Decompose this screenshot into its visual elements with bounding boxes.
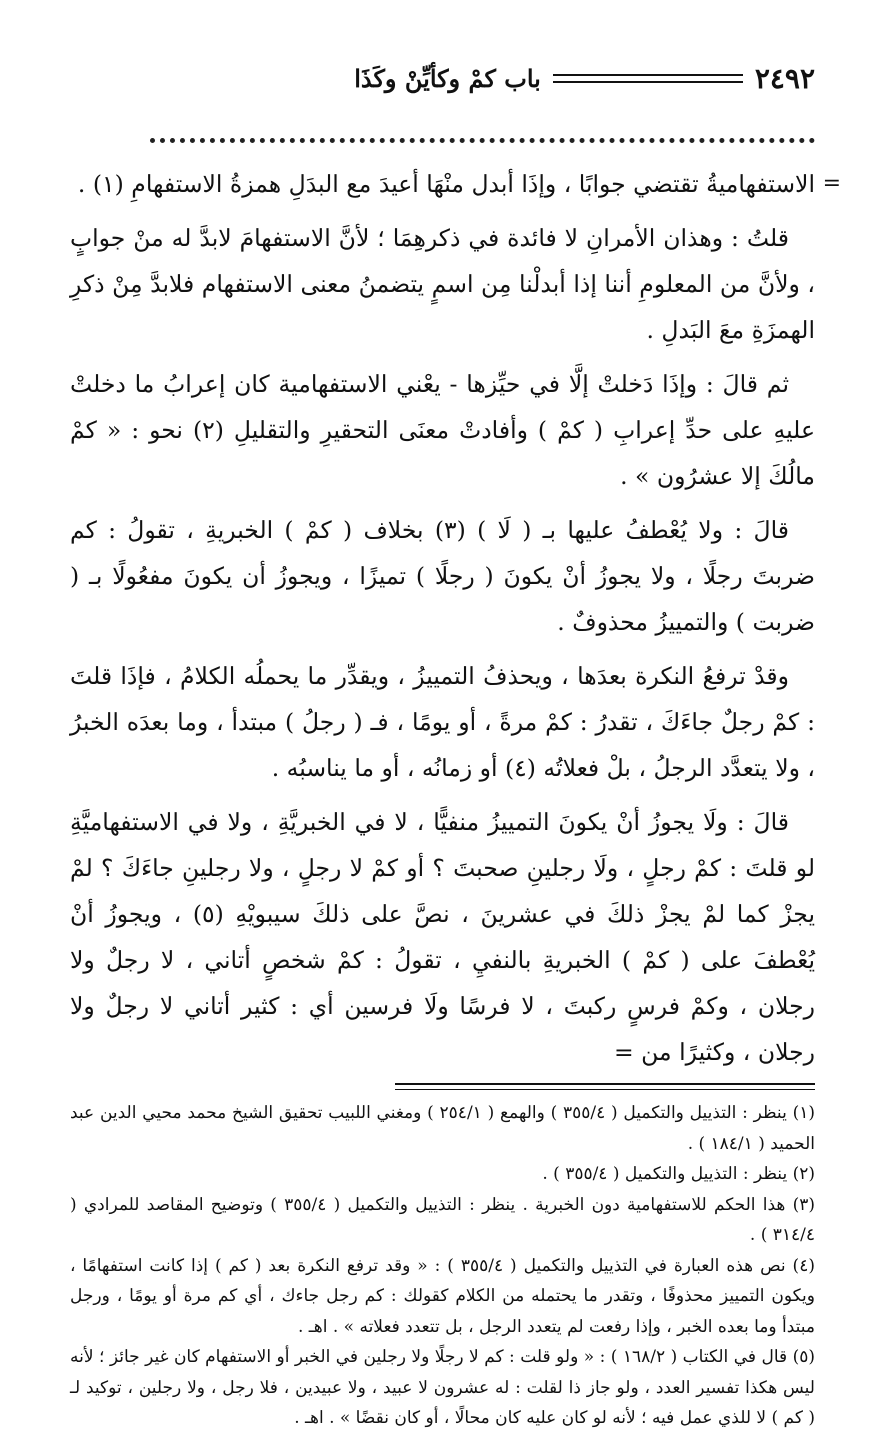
book-page — [70, 58, 841, 1434]
continuation-mark: = — [822, 171, 841, 196]
footnote-rule — [395, 1083, 815, 1090]
main-text — [70, 161, 841, 1075]
paragraph-3: ثم قالَ : وإذَا دَخلتْ إلَّا في حيِّزها - يعْني الاستفهامية كان إعرابُ ما دخلتْ عليهِ على حدِّ إعرابِ ( كمْ ) وأفادتْ معنَى التحقيرِ والتقليلِ (٢) نحو : « كمْ مالُكَ إلا عشرُون » . — [70, 370, 815, 490]
footnote-4: (٤) نص هذه العبارة في التذييل والتكميل ( ٣٥٥/٤ ) : « وقد ترفع النكرة بعد ( كم ) إذا كانت استفهامًا ، ويكون التمييز محذوفًا ، وتقدر ما يحتمله من الكلام كقولك : كم رجل جاءك ، أي كم مرة أو يومًا ، ورجل مبتدأ وما بعده الخبر ، وإذا رفعت لم يتعدد الرجل ، بل تتعدد فعلاته » . اهـ . — [70, 1255, 815, 1337]
paragraph-text: الاستفهاميةُ تقتضي جوابًا ، وإذَا أبدل منْهَا أعيدَ مع البدَلِ همزةُ الاستفهامِ (١) . — [77, 170, 815, 198]
footnotes — [70, 1098, 815, 1434]
paragraph-5: وقدْ ترفعُ النكرة بعدَها ، ويحذفُ التمييزُ ، ويقدِّر ما يحملُه الكلامُ ، فإذَا قلتَ : كمْ رجلٌ جاءَكَ ، تقدرُ : كمْ مرةً ، أو يومًا ، فـ ( رجلُ ) مبتدأ ، وما بعدَه الخبرُ ، ولا يتعدَّد الرجلُ ، بلْ فعلاتُه (٤) أو زمانُه ، أو ما يناسبُه . — [70, 662, 815, 782]
footnote-2: (٢) ينظر : التذييل والتكميل ( ٣٥٥/٤ ) . — [542, 1164, 815, 1184]
paragraph-4: قالَ : ولا يُعْطفُ عليها بـ ( لَا ) (٣) بخلاف ( كمْ ) الخبريةِ ، تقولُ : كم ضربتَ رجلًا ، ولا يجوزُ أنْ يكونَ ( رجلًا ) تميزًا ، ويجوزُ أن يكونَ مفعُولًا بـ ( ضربت ) والتمييزُ محذوفٌ . — [70, 516, 815, 636]
paragraph-2: قلتُ : وهذان الأمرانِ لا فائدة في ذكرهِمَا ؛ لأنَّ الاستفهامَ لابدَّ له منْ جوابٍ ، ولأنَّ من المعلومِ أننا إذا أبدلْنا مِن اسمٍ يتضمنُ معنى الاستفهام فلابدَّ مِنْ ذكرِ الهمزَةِ معَ البَدلِ . — [70, 224, 815, 344]
dotted-separator — [150, 138, 815, 143]
header-rule — [553, 74, 743, 83]
footnote-3: (٣) هذا الحكم للاستفهامية دون الخبرية . ينظر : التذييل والتكميل ( ٣٥٥/٤ ) وتوضيح المقاصد للمرادي ( ٣١٤/٤ ) . — [70, 1194, 816, 1245]
page-number: ٢٤٩٢ — [754, 61, 815, 95]
paragraph-6: قالَ : ولَا يجوزُ أنْ يكونَ التمييزُ منفيًّا ، لا في الخبريَّةِ ، ولا في الاستفهاميَّةِ لو قلتَ : كمْ رجلٍ ، ولَا رجلينِ صحبتَ ؟ أو كمْ لا رجلٍ ، ولا رجلينِ جاءَكَ ؟ لمْ يجزْ كما لمْ يجزْ ذلكَ في عشرينَ ، نصَّ على ذلكَ سيبويْهِ (٥) ، ويجوزُ أنْ يُعْطفَ على ( كمْ ) الخبريةِ بالنفيِ ، تقولُ : كمْ شخصٍ أتاني ، لا رجلٌ ولا رجلان ، وكمْ فرسٍ ركبتَ ، لا فرسًا ولَا فرسين أي : كثير أتاني لا رجلٌ ولا رجلان ، وكثيرًا من = — [70, 808, 816, 1066]
footnote-5: (٥) قال في الكتاب ( ١٦٨/٢ ) : « ولو قلت : كم لا رجلًا ولا رجلين في الخبر أو الاستفهام كان غير جائز ؛ لأنه ليس هكذا تفسير العدد ، ولو جاز ذا لقلت : له عشرون لا عبيد ، ولا عبيدين ، فلا رجل ، ولا رجلين ، توكيد لـ ( كم ) لا للذي عمل فيه ؛ لأنه لو كان عليه كان محالًا ، أو كان نقضًا » . اهـ . — [70, 1347, 816, 1428]
paragraph-1 — [70, 161, 841, 207]
running-header — [70, 58, 815, 98]
footnote-1: (١) ينظر : التذييل والتكميل ( ٣٥٥/٤ ) والهمع ( ٢٥٤/١ ) ومغني اللبيب تحقيق الشيخ محمد محيي الدين عبد الحميد ( ١٨٤/١ ) . — [70, 1103, 815, 1154]
chapter-title: باب كمْ وكأيِّنْ وكَذَا — [354, 63, 541, 93]
